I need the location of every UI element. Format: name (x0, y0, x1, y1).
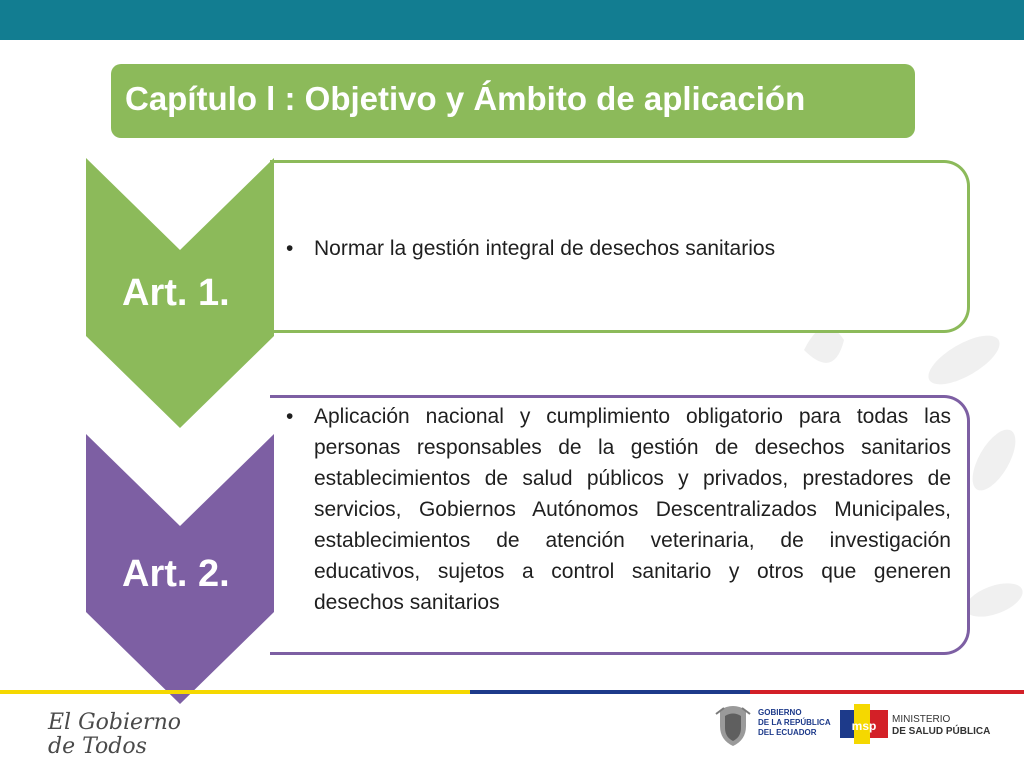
gov-line-1: GOBIERNO (758, 708, 802, 717)
el-gobierno-de-todos-logo (48, 712, 181, 758)
bullet-icon: • (286, 237, 294, 260)
bullet-icon: • (286, 405, 294, 428)
coat-of-arms-icon (714, 704, 752, 748)
logo-line-1: El Gobierno (48, 710, 181, 735)
msp-line-2: DE SALUD PÚBLICA (892, 726, 991, 737)
article-2-label: Art. 2. (122, 553, 230, 595)
gobierno-ecuador-logo (714, 704, 832, 748)
divider-red (750, 690, 1024, 694)
gov-line-2: DE LA REPÚBLICA (758, 718, 831, 727)
gov-text (758, 708, 831, 738)
msp-text (892, 714, 990, 738)
divider-blue (470, 690, 750, 694)
msp-line-1: MINISTERIO (892, 714, 951, 725)
divider-yellow (0, 690, 470, 694)
article-1-label: Art. 1. (122, 272, 230, 314)
gov-line-3: DEL ECUADOR (758, 728, 817, 737)
logo-line-2: de Todos (48, 734, 147, 759)
article-2-bullet (286, 401, 951, 618)
chapter-title: Capítulo l : Objetivo y Ámbito de aplicación (125, 80, 806, 117)
footer-divider (0, 690, 1024, 694)
article-1-content-box (270, 160, 970, 333)
article-1-bullet (286, 233, 951, 264)
article-1-bullet-text: Normar la gestión integral de desechos sanitarios (314, 237, 776, 260)
top-banner (0, 0, 1024, 40)
msp-logo-mark: msp (851, 719, 877, 733)
article-2-content-box (270, 395, 970, 655)
chapter-title-box (111, 64, 915, 138)
ministerio-salud-logo (840, 704, 1000, 748)
article-2-bullet-text: Aplicación nacional y cumplimiento obligatorio para todas las personas responsables de la gestión de desechos sanitarios establecimientos de salud públicos y privados, prestadores de servicios, Gobiernos Autónomos Descentralizados Municipales, establecimientos de atención veterinaria, de investigación educativos, sujetos a control sanitario y otros que generen desechos sanitarios (314, 405, 951, 614)
msp-logo-icon (840, 704, 888, 744)
